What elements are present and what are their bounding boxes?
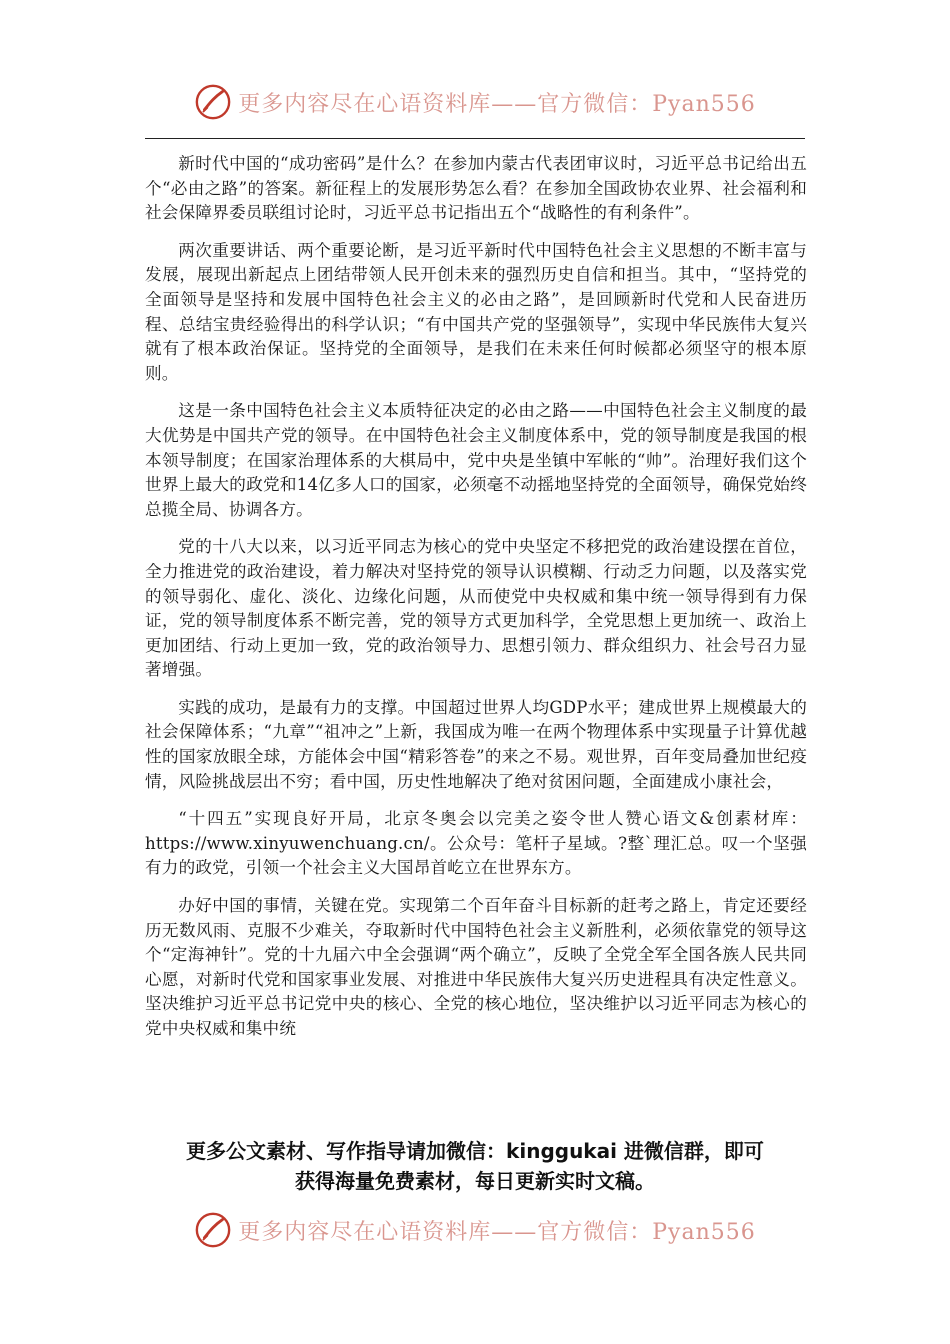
header-banner <box>0 80 950 124</box>
paragraph-4: 党的十八大以来，以习近平同志为核心的党中央坚定不移把党的政治建设摆在首位，全力推进党的政治建设，着力解决对坚持党的领导认识模糊、行动乏力问题，以及落实党的领导弱化、虚化、淡化、边缘化问题，从而使党中央权威和集中统一领导得到有力保证，党的领导制度体系不断完善，党的领导方式更加科学，全党思想上更加统一、政治上更加团结、行动上更加一致，党的政治领导力、思想引领力、群众组织力、社会号召力显著增强。 <box>145 537 807 680</box>
paragraph-1: 新时代中国的“成功密码”是什么？在参加内蒙古代表团审议时，习近平总书记给出五个“必由之路”的答案。新征程上的发展形势怎么看？在参加全国政协农业界、社会福利和社会保障界委员联组讨论时，习近平总书记指出五个“战略性的有利条件”。 <box>145 154 807 223</box>
footer-banner-text: 更多内容尽在心语资料库——官方微信：Pyan556 <box>238 1219 756 1245</box>
paragraph-5: 实践的成功，是最有力的支撑。中国超过世界人均GDP水平；建成世界上规模最大的社会保障体系；“九章”“祖冲之”上新，我国成为唯一在两个物理体系中实现量子计算优越性的国家放眼全球，方能体会中国“精彩答卷”的来之不易。观世界，百年变局叠加世纪疫情，风险挑战层出不穷；看中国，历史性地解决了绝对贫困问题，全面建成小康社会， <box>145 697 807 791</box>
header-divider <box>145 138 805 139</box>
pen-logo-icon <box>194 83 232 121</box>
promo-line-1: 更多公文素材、写作指导请加微信：kinggukai 进微信群，即可 <box>186 1139 764 1163</box>
paragraph-7: 办好中国的事情，关键在党。实现第二个百年奋斗目标新的赶考之路上，肯定还要经历无数风雨、克服不少难关，夺取新时代中国特色社会主义新胜利，必须依靠党的领导这个“定海神针”。党的十九届六中全会强调“两个确立”，反映了全党全军全国各族人民共同心愿，对新时代党和国家事业发展、对推进中华民族伟大复兴历史进程具有决定性意义。坚决维护习近平总书记党中央的核心、全党的核心地位，坚决维护以习近平同志为核心的党中央权威和集中统 <box>145 896 807 1038</box>
paragraph-6: “十四五”实现良好开局，北京冬奥会以完美之姿令世人赞心语文&创素材库：https://www.xinyuwenchuang.cn/。公众号：笔杆子星域。?整`理汇总。叹一个坚强有力的政党，引领一个社会主义大国昂首屹立在世界东方。 <box>145 809 807 878</box>
article-body <box>145 152 807 1055</box>
paragraph-3: 这是一条中国特色社会主义本质特征决定的必由之路——中国特色社会主义制度的最大优势是中国共产党的领导。在中国特色社会主义制度体系中，党的领导制度是我国的根本领导制度；在国家治理体系的大棋局中，党中央是坐镇中军帐的“帅”。治理好我们这个世界上最大的政党和14亿多人口的国家，必须毫不动摇地坚持党的全面领导，确保党始终总揽全局、协调各方。 <box>145 401 807 519</box>
promo-line-2: 获得海量免费素材，每日更新实时文稿。 <box>295 1169 655 1193</box>
pen-logo-icon <box>194 1211 232 1249</box>
footer-banner <box>0 1208 950 1252</box>
paragraph-2: 两次重要讲话、两个重要论断，是习近平新时代中国特色社会主义思想的不断丰富与发展，展现出新起点上团结带领人民开创未来的强烈历史自信和担当。其中，“坚持党的全面领导是坚持和发展中国特色社会主义的必由之路”，是回顾新时代党和人民奋进历程、总结宝贵经验得出的科学认识；“有中国共产党的坚强领导”，实现中华民族伟大复兴就有了根本政治保证。坚持党的全面领导，是我们在未来任何时候都必须坚守的根本原则。 <box>145 240 807 383</box>
promo-notice <box>100 1136 850 1196</box>
header-banner-text: 更多内容尽在心语资料库——官方微信：Pyan556 <box>238 91 756 117</box>
